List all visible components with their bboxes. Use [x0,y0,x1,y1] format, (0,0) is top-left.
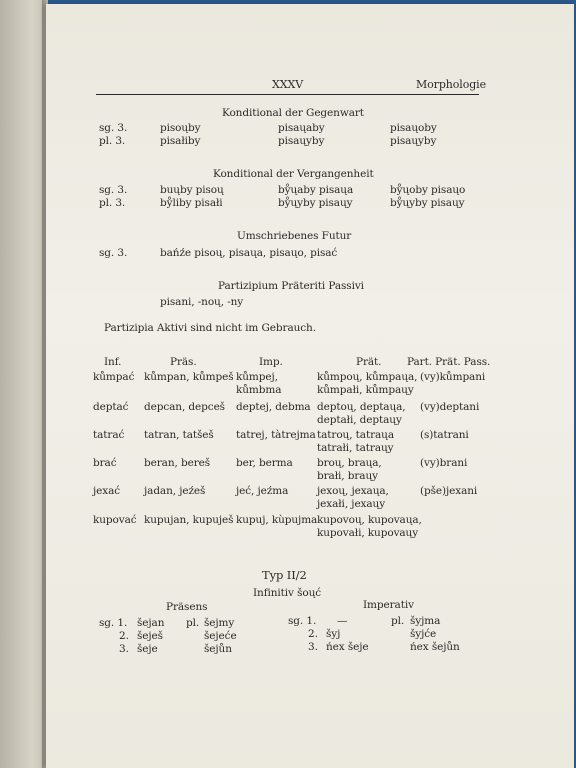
section-title: Konditional der Vergangenheit [213,168,374,180]
table-cell: jexoų, jexaųa, [317,485,389,497]
table-cell: (pše)jexani [420,485,478,497]
table-cell: deptej, debma [236,401,311,413]
person-label: sg. 1. [288,615,317,627]
table-cell: deptoų, deptaųa, [317,401,406,413]
column-header: Part. Prät. Pass. [407,356,491,368]
form: ńex šejůn [410,641,460,653]
form: bẙliby pisałi [160,197,223,209]
form: buųby pisoų [160,184,224,196]
person-label: pl. [186,617,200,629]
table-cell: kůmpać [93,371,135,383]
form: pisoųby [160,122,201,134]
subsection-heading: Imperativ [363,599,414,611]
form: šejeće [204,630,237,642]
table-cell: tatran, tatšeš [144,429,214,441]
table-cell: ber, berma [236,457,293,469]
table-cell: kupovać [93,514,137,526]
form: bẙųoby pisaųo [390,184,466,196]
form: pisałiby [160,135,201,147]
person-label: sg. 3. [99,184,128,196]
book-page [46,4,574,768]
note-text: Partizipia Aktivi sind nicht im Gebrauch. [104,322,316,334]
table-cell: depcan, depceš [144,401,225,413]
section-title: Partizipium Präteriti Passivi [218,280,364,292]
person-label: 3. [308,641,318,653]
column-header: Prät. [356,356,382,368]
section-title: Konditional der Gegenwart [222,107,364,119]
form: bańźe pisoų, pisaųa, pisaųo, pisać [160,247,338,259]
column-header: Imp. [259,356,283,368]
table-cell: kůmbma [236,384,282,396]
table-cell: tatroų, tatraųa [317,429,394,441]
table-cell: kupovoų, kupovaųa, [317,514,422,526]
table-cell: deptałi, deptaųy [317,414,402,426]
form: šyj [326,628,341,640]
table-cell: kůmpej, [236,371,278,383]
form: pisani, -noų, -ny [160,296,244,308]
table-cell: kupovałi, kupovaųy [317,527,419,539]
form: pisaųaby [278,122,325,134]
form: — [337,615,348,627]
section-title: Umschriebenes Futur [237,230,352,242]
table-cell: kupujan, kupuješ [144,514,234,526]
person-label: sg. 3. [99,122,128,134]
page-number: XXXV [272,78,304,91]
table-cell: kupuj, kùpujma [236,514,318,526]
form: šyjće [410,628,437,640]
table-cell: (vy)kůmpani [420,371,486,383]
table-cell: jexać [93,485,121,497]
form: pisaųoby [390,122,437,134]
form: šyjma [410,615,441,627]
person-label: sg. 1. [99,617,128,629]
form: pisaųyby [390,135,437,147]
subsection-heading: Präsens [166,601,208,613]
table-cell: tatrej, tàtrejma [236,429,316,441]
table-cell: (vy)brani [420,457,468,469]
table-cell: broų, braųa, [317,457,382,469]
form: bẙųyby pisaųy [278,197,353,209]
table-cell: brać [93,457,117,469]
table-cell: tatrałi, tatraųy [317,442,394,454]
form: bẙųaby pisaųa [278,184,354,196]
person-label: pl. 3. [99,197,126,209]
form: ńex šeje [326,641,369,653]
table-cell: jadan, jeźeš [144,485,206,497]
table-cell: deptać [93,401,129,413]
running-head: Morphologie [416,78,487,91]
form: šejmy [204,617,235,629]
table-cell: kůmpoų, kůmpaųa, [317,371,418,383]
form: šejůn [204,643,232,655]
column-header: Präs. [170,356,197,368]
table-cell: beran, bereš [144,457,211,469]
form: bẙųyby pisaųy [390,197,465,209]
person-label: sg. 3. [99,247,128,259]
table-cell: kůmpan, kůmpeš [144,371,234,383]
form: šeje [137,643,158,655]
table-cell: tatrać [93,429,125,441]
table-cell: jexałi, jexaųy [317,498,386,510]
table-cell: brałi, braųy [317,470,378,482]
header-rule [96,94,479,95]
person-label: pl. 3. [99,135,126,147]
table-cell: (s)tatrani [420,429,469,441]
form: pisaųyby [278,135,325,147]
person-label: 2. [308,628,318,640]
section-title: Typ II/2 [262,568,307,582]
table-cell: kůmpałi, kůmpaųy [317,384,414,396]
column-header: Inf. [104,356,122,368]
form: šejan [137,617,165,629]
form: šeješ [137,630,163,642]
facing-page-edge [0,0,46,768]
person-label: 2. [119,630,129,642]
person-label: 3. [119,643,129,655]
table-cell: jeć, jeźma [236,485,289,497]
table-cell: (vy)deptani [420,401,480,413]
section-subtitle: Infinitiv šoųć [253,587,322,599]
person-label: pl. [391,615,405,627]
